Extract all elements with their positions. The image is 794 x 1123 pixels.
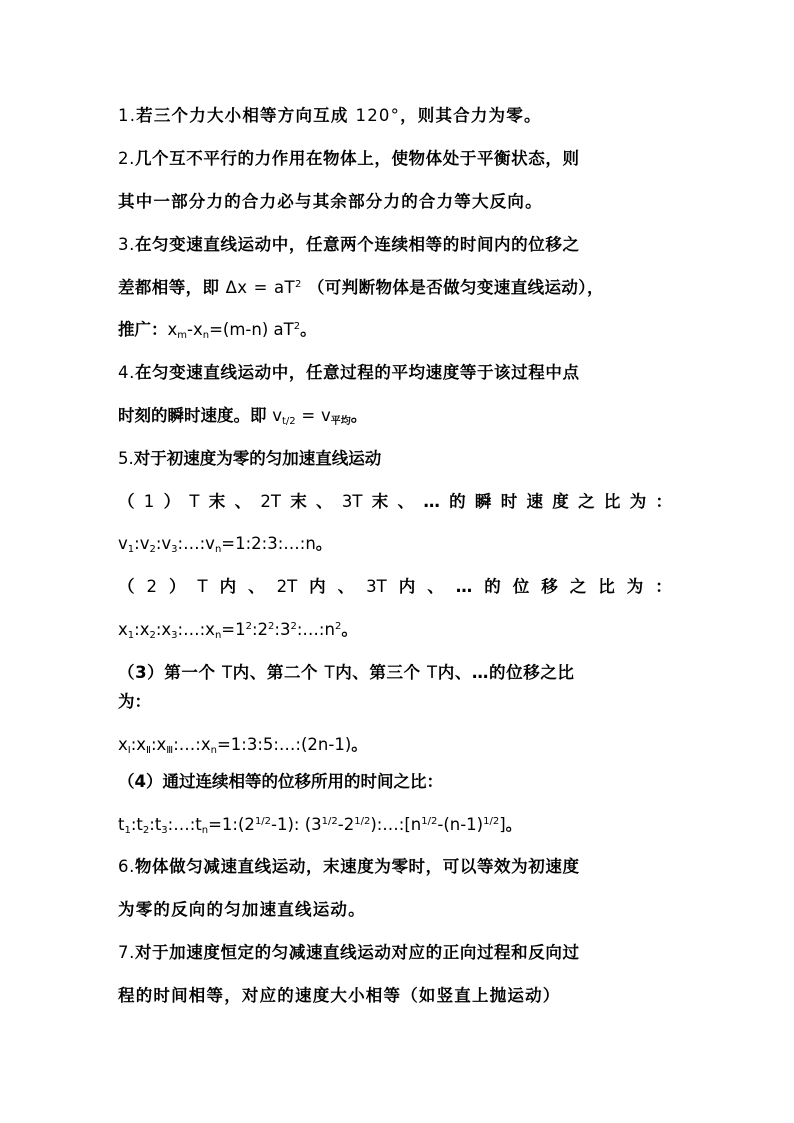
part-1-mo-2: 末 (290, 492, 307, 511)
interval-displacement-ratio: $x_Ⅰ:x_Ⅱ:x_Ⅲ:\dots:x_n=1:3:5:\dots:(2n-1)$。 (118, 735, 368, 756)
item-5-number: 5. (118, 449, 134, 468)
part-3-T2: T (324, 663, 336, 682)
part-2-sep-3: 、 (427, 577, 444, 596)
part-3-text-b: 内、第二个 (232, 663, 319, 682)
item-3-text-1: 在匀变速直线运动中，任意两个连续相等的时间内的位移之 (134, 235, 580, 254)
aT-exponent: 2 (294, 279, 302, 290)
part-2-c3: 移 (541, 577, 558, 596)
aT-term: aT (273, 278, 295, 297)
part-2-nei-2: 内 (309, 577, 326, 596)
item-3-text-3a: 推广： (118, 320, 168, 339)
item-5-part-3-heading (118, 661, 678, 685)
item-4-line-2 (118, 404, 678, 428)
item-3-line-2 (118, 276, 678, 300)
part-1-c8: 为 (629, 492, 647, 511)
part-2-close-paren: ） (169, 577, 186, 596)
item-2-line-2 (118, 190, 678, 214)
minus-sign: - (187, 320, 193, 339)
item-3-line-3 (118, 318, 678, 342)
item-5-part-3-heading-2 (118, 690, 678, 714)
item-1-angle: 120° (355, 106, 401, 125)
part-3-text-a: （3）第一个 (118, 663, 216, 682)
part-2-c6: 为 (626, 577, 644, 596)
part-1-c9: ： (655, 492, 672, 511)
part-1-T: T (189, 492, 200, 511)
generalized-exponent: 2 (293, 321, 301, 332)
part-1-2T: 2T (260, 492, 281, 511)
item-1 (118, 104, 678, 128)
item-4-number: 4. (118, 363, 135, 382)
part-1-mo-3: 末 (371, 492, 389, 511)
part-1-num: 1 (143, 492, 155, 511)
item-3-text-2b: （可判断物体是否做匀变速直线运动）， (307, 278, 604, 297)
part-2-c5: 比 (598, 577, 615, 596)
part-1-mo-1: 末 (208, 492, 226, 511)
item-7-line-2 (118, 984, 678, 1008)
part-2-c4: 之 (569, 577, 587, 596)
item-6-text-1: 物体做匀减速直线运动，末速度为零时，可以等效为初速度 (134, 857, 580, 876)
part-2-3T: 3T (366, 577, 387, 596)
item-6-line-1 (118, 855, 678, 879)
part-3-text-d: 内、…的位移之比 (437, 663, 575, 682)
item-3-period: 。 (300, 320, 317, 339)
part-3-text-e: 为： (118, 692, 151, 711)
item-5-part-2-ratio (118, 618, 678, 642)
v-subscript-t2: t/2 (282, 416, 296, 427)
delta-x: Δx (225, 278, 248, 297)
part-1-open-paren: （ (118, 492, 135, 511)
item-2-number: 2. (118, 149, 135, 168)
part-2-sep-1: 、 (248, 577, 265, 596)
xm-subscript: m (177, 330, 188, 341)
item-1-number: 1. (118, 106, 137, 125)
part-1-c6: 之 (578, 492, 595, 511)
item-3-line-1 (118, 233, 678, 257)
item-7-line-1 (118, 941, 678, 965)
item-4-period: 。 (350, 406, 368, 425)
v-symbol: v (272, 406, 283, 425)
part-1-c5: 度 (552, 492, 569, 511)
equals-sign-2: = (301, 406, 316, 425)
part-1-ellipsis: … (423, 492, 440, 511)
equals-sign: = (253, 278, 268, 297)
item-3-number: 3. (118, 235, 135, 254)
xm-symbol: x (167, 320, 178, 339)
part-2-nei-3: 内 (398, 577, 416, 596)
item-7-text-2: 程的时间相等，对应的速度大小相等（如竖直上抛运动） (118, 986, 561, 1005)
item-1-text-a: 若三个力大小相等方向互成 (136, 106, 349, 125)
part-1-sep-1: 、 (234, 492, 252, 511)
item-5-title (118, 447, 678, 471)
part-2-2T: 2T (276, 577, 298, 596)
part-1-c7: 比 (603, 492, 621, 511)
item-5-part-3-ratio (118, 733, 678, 757)
v-symbol-2: v (321, 406, 331, 425)
item-6-number: 6. (118, 857, 135, 876)
item-2-text-2: 其中一部分力的合力必与其余部分力的合力等大反向。 (118, 192, 543, 211)
item-5-part-1-heading (118, 490, 672, 514)
item-4-text-2a: 时刻的瞬时速度。即 (118, 406, 267, 425)
part-1-c2: 瞬 (474, 492, 492, 511)
item-2-text-1: 几个互不平行的力作用在物体上，使物体处于平衡状态，则 (134, 149, 580, 168)
part-1-3T: 3T (341, 492, 363, 511)
part-4-text: （4）通过连续相等的位移所用的时间之比： (118, 772, 443, 791)
part-3-text-c: 内、第三个 (335, 663, 421, 682)
item-5-part-2-heading (118, 575, 672, 599)
part-2-ellipsis: … (455, 577, 473, 596)
part-1-sep-2: 、 (316, 492, 333, 511)
displacement-ratio: $x_1:x_2:x_3:\dots:x_n=1^2:2^2:3^2:\dots:n^2$。 (118, 620, 358, 641)
item-5-title-text: 对于初速度为零的匀加速直线运动 (133, 449, 382, 468)
item-4-line-1 (118, 361, 678, 385)
part-1-c1: 的 (449, 492, 466, 511)
part-2-num: 2 (146, 577, 157, 596)
part-2-c1: 的 (484, 577, 501, 596)
part-2-c7: ： (655, 577, 672, 596)
xn-symbol: x (192, 320, 203, 339)
part-1-c3: 时 (500, 492, 518, 511)
part-3-T3: T (427, 663, 438, 682)
item-5-part-4-ratio (118, 813, 678, 837)
item-7-text-1: 对于加速度恒定的匀减速直线运动对应的正向过程和反向过 (134, 943, 580, 962)
item-3-text-2a: 差都相等，即 (118, 278, 220, 297)
item-5-part-4-heading (118, 770, 678, 794)
part-2-sep-2: 、 (337, 577, 355, 596)
generalized-formula: =(m-n) aT (209, 320, 294, 339)
part-2-T: T (197, 577, 208, 596)
part-2-c2: 位 (512, 577, 530, 596)
part-1-sep-3: 、 (397, 492, 415, 511)
xn-subscript: n (202, 330, 210, 341)
item-2-line-1 (118, 147, 678, 171)
item-5-part-1-ratio (118, 532, 678, 556)
part-1-close-paren: ） (163, 492, 181, 511)
part-2-open-paren: （ (118, 577, 135, 596)
item-6-line-2 (118, 898, 678, 922)
item-4-text-1: 在匀变速直线运动中，任意过程的平均速度等于该过程中点 (134, 363, 580, 382)
part-1-c4: 速 (526, 492, 543, 511)
item-7-number: 7. (118, 943, 135, 962)
v-subscript-average: 平均 (330, 416, 351, 427)
time-ratio: $t_1:t_2:t_3:\dots:t_n=1:(2^{1/2}-1)$: $(3^{1/2}-2^{1/2}):\dots:[n^{1/2}-(n-1)^{1/2}]$。 (118, 815, 523, 836)
part-3-T1: T (221, 663, 233, 682)
item-6-text-2: 为零的反向的匀加速直线运动。 (118, 900, 366, 919)
item-1-text-b: ，则其合力为零。 (400, 106, 542, 125)
velocity-ratio: $v_1:v_2:v_3:\dots:v_n=1:2:3:\dots:n$。 (118, 534, 333, 555)
part-2-nei-1: 内 (219, 577, 237, 596)
